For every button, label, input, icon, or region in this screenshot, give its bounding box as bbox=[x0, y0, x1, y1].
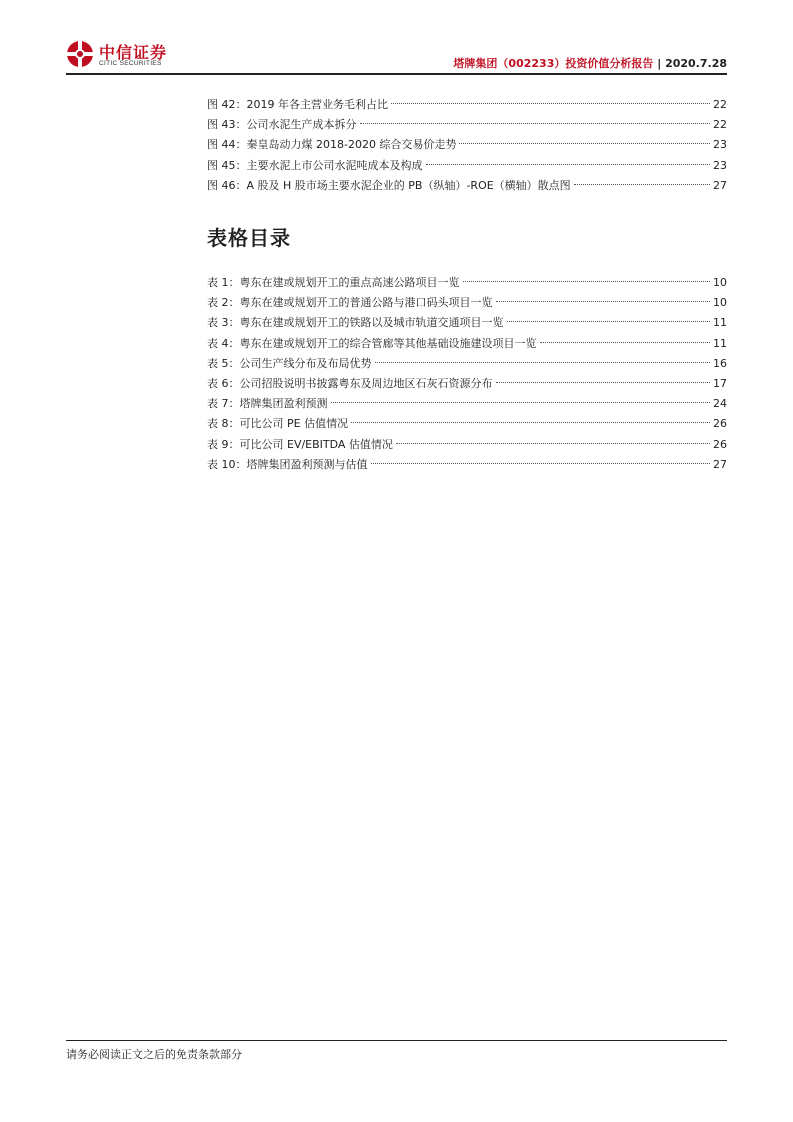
toc-leader-dots bbox=[396, 443, 710, 444]
report-title: 塔牌集团（002233）投资价值分析报告 bbox=[453, 57, 654, 70]
table-toc bbox=[207, 273, 727, 475]
header-separator: | bbox=[657, 57, 662, 70]
toc-leader-dots bbox=[375, 362, 711, 363]
toc-entry-page: 23 bbox=[713, 158, 727, 172]
toc-entry-figure-42[interactable] bbox=[207, 95, 727, 115]
toc-leader-dots bbox=[371, 463, 711, 464]
toc-entry-label: 表 3：粤东在建或规划开工的铁路以及城市轨道交通项目一览 bbox=[207, 316, 504, 330]
toc-entry-page: 11 bbox=[713, 336, 727, 350]
toc-entry-page: 11 bbox=[713, 316, 727, 330]
footer-divider bbox=[66, 1040, 727, 1041]
toc-entry-label: 图 43：公司水泥生产成本拆分 bbox=[207, 118, 357, 132]
toc-entry-page: 10 bbox=[713, 296, 727, 310]
toc-leader-dots bbox=[496, 301, 711, 302]
header-divider bbox=[66, 73, 727, 75]
toc-entry-page: 22 bbox=[713, 98, 727, 111]
toc-entry-label: 图 44：秦皇岛动力煤 2018-2020 综合交易价走势 bbox=[207, 138, 457, 152]
toc-entry-table-5[interactable] bbox=[207, 354, 727, 374]
toc-entry-table-3[interactable] bbox=[207, 313, 727, 333]
toc-leader-dots bbox=[459, 143, 710, 144]
toc-entry-table-2[interactable] bbox=[207, 293, 727, 313]
toc-entry-label: 表 5：公司生产线分布及布局优势 bbox=[207, 356, 372, 370]
toc-entry-page: 10 bbox=[713, 276, 727, 289]
toc-leader-dots bbox=[574, 184, 710, 185]
toc-entry-page: 17 bbox=[713, 376, 727, 390]
toc-entry-page: 27 bbox=[713, 457, 727, 471]
toc-entry-page: 26 bbox=[713, 417, 727, 431]
toc-leader-dots bbox=[540, 342, 711, 343]
toc-entry-table-6[interactable] bbox=[207, 374, 727, 394]
report-date: 2020.7.28 bbox=[665, 57, 727, 70]
toc-entry-label: 表 4：粤东在建或规划开工的综合管廊等其他基础设施建设项目一览 bbox=[207, 336, 537, 350]
toc-entry-table-10[interactable] bbox=[207, 455, 727, 475]
toc-entry-page: 26 bbox=[713, 437, 727, 451]
citic-logo-icon bbox=[66, 40, 94, 68]
toc-entry-label: 表 7：塔牌集团盈利预测 bbox=[207, 397, 328, 411]
toc-entry-page: 22 bbox=[713, 118, 727, 132]
toc-entry-label: 表 6：公司招股说明书披露粤东及周边地区石灰石资源分布 bbox=[207, 376, 493, 390]
toc-entry-figure-44[interactable] bbox=[207, 135, 727, 155]
toc-entry-page: 24 bbox=[713, 397, 727, 411]
toc-leader-dots bbox=[360, 123, 711, 124]
toc-entry-figure-43[interactable] bbox=[207, 115, 727, 135]
toc-entry-label: 表 10：塔牌集团盈利预测与估值 bbox=[207, 457, 368, 471]
toc-entry-label: 表 9：可比公司 EV/EBITDA 估值情况 bbox=[207, 437, 393, 451]
logo-text-en: CITIC SECURITIES bbox=[99, 60, 162, 67]
toc-leader-dots bbox=[426, 164, 711, 165]
toc-entry-table-4[interactable] bbox=[207, 334, 727, 354]
company-logo bbox=[66, 40, 178, 70]
toc-entry-label: 表 8：可比公司 PE 估值情况 bbox=[207, 417, 349, 431]
logo-text-cn: 中信证券 bbox=[99, 43, 168, 62]
toc-entry-table-1[interactable] bbox=[207, 273, 727, 293]
toc-leader-dots bbox=[351, 422, 710, 423]
table-toc-heading: 表格目录 bbox=[207, 226, 291, 250]
toc-entry-label: 图 45：主要水泥上市公司水泥吨成本及构成 bbox=[207, 158, 423, 172]
toc-entry-figure-46[interactable] bbox=[207, 176, 727, 196]
toc-entry-label: 表 1：粤东在建或规划开工的重点高速公路项目一览 bbox=[207, 276, 460, 289]
toc-leader-dots bbox=[463, 281, 711, 282]
toc-entry-table-7[interactable] bbox=[207, 394, 727, 414]
toc-entry-table-8[interactable] bbox=[207, 414, 727, 434]
toc-leader-dots bbox=[496, 382, 711, 383]
toc-leader-dots bbox=[331, 402, 711, 403]
toc-leader-dots bbox=[391, 103, 710, 104]
toc-entry-label: 表 2：粤东在建或规划开工的普通公路与港口码头项目一览 bbox=[207, 296, 493, 310]
toc-entry-label: 图 46：A 股及 H 股市场主要水泥企业的 PB（纵轴）-ROE（横轴）散点图 bbox=[207, 178, 571, 192]
toc-entry-page: 23 bbox=[713, 138, 727, 152]
figure-toc bbox=[207, 95, 727, 196]
toc-entry-table-9[interactable] bbox=[207, 435, 727, 455]
toc-entry-page: 27 bbox=[713, 178, 727, 192]
footer-disclaimer: 请务必阅读正文之后的免责条款部分 bbox=[66, 1048, 242, 1061]
toc-entry-label: 图 42：2019 年各主营业务毛利占比 bbox=[207, 98, 388, 111]
toc-entry-figure-45[interactable] bbox=[207, 156, 727, 176]
toc-entry-page: 16 bbox=[713, 356, 727, 370]
toc-leader-dots bbox=[507, 321, 711, 322]
report-header bbox=[453, 55, 727, 71]
